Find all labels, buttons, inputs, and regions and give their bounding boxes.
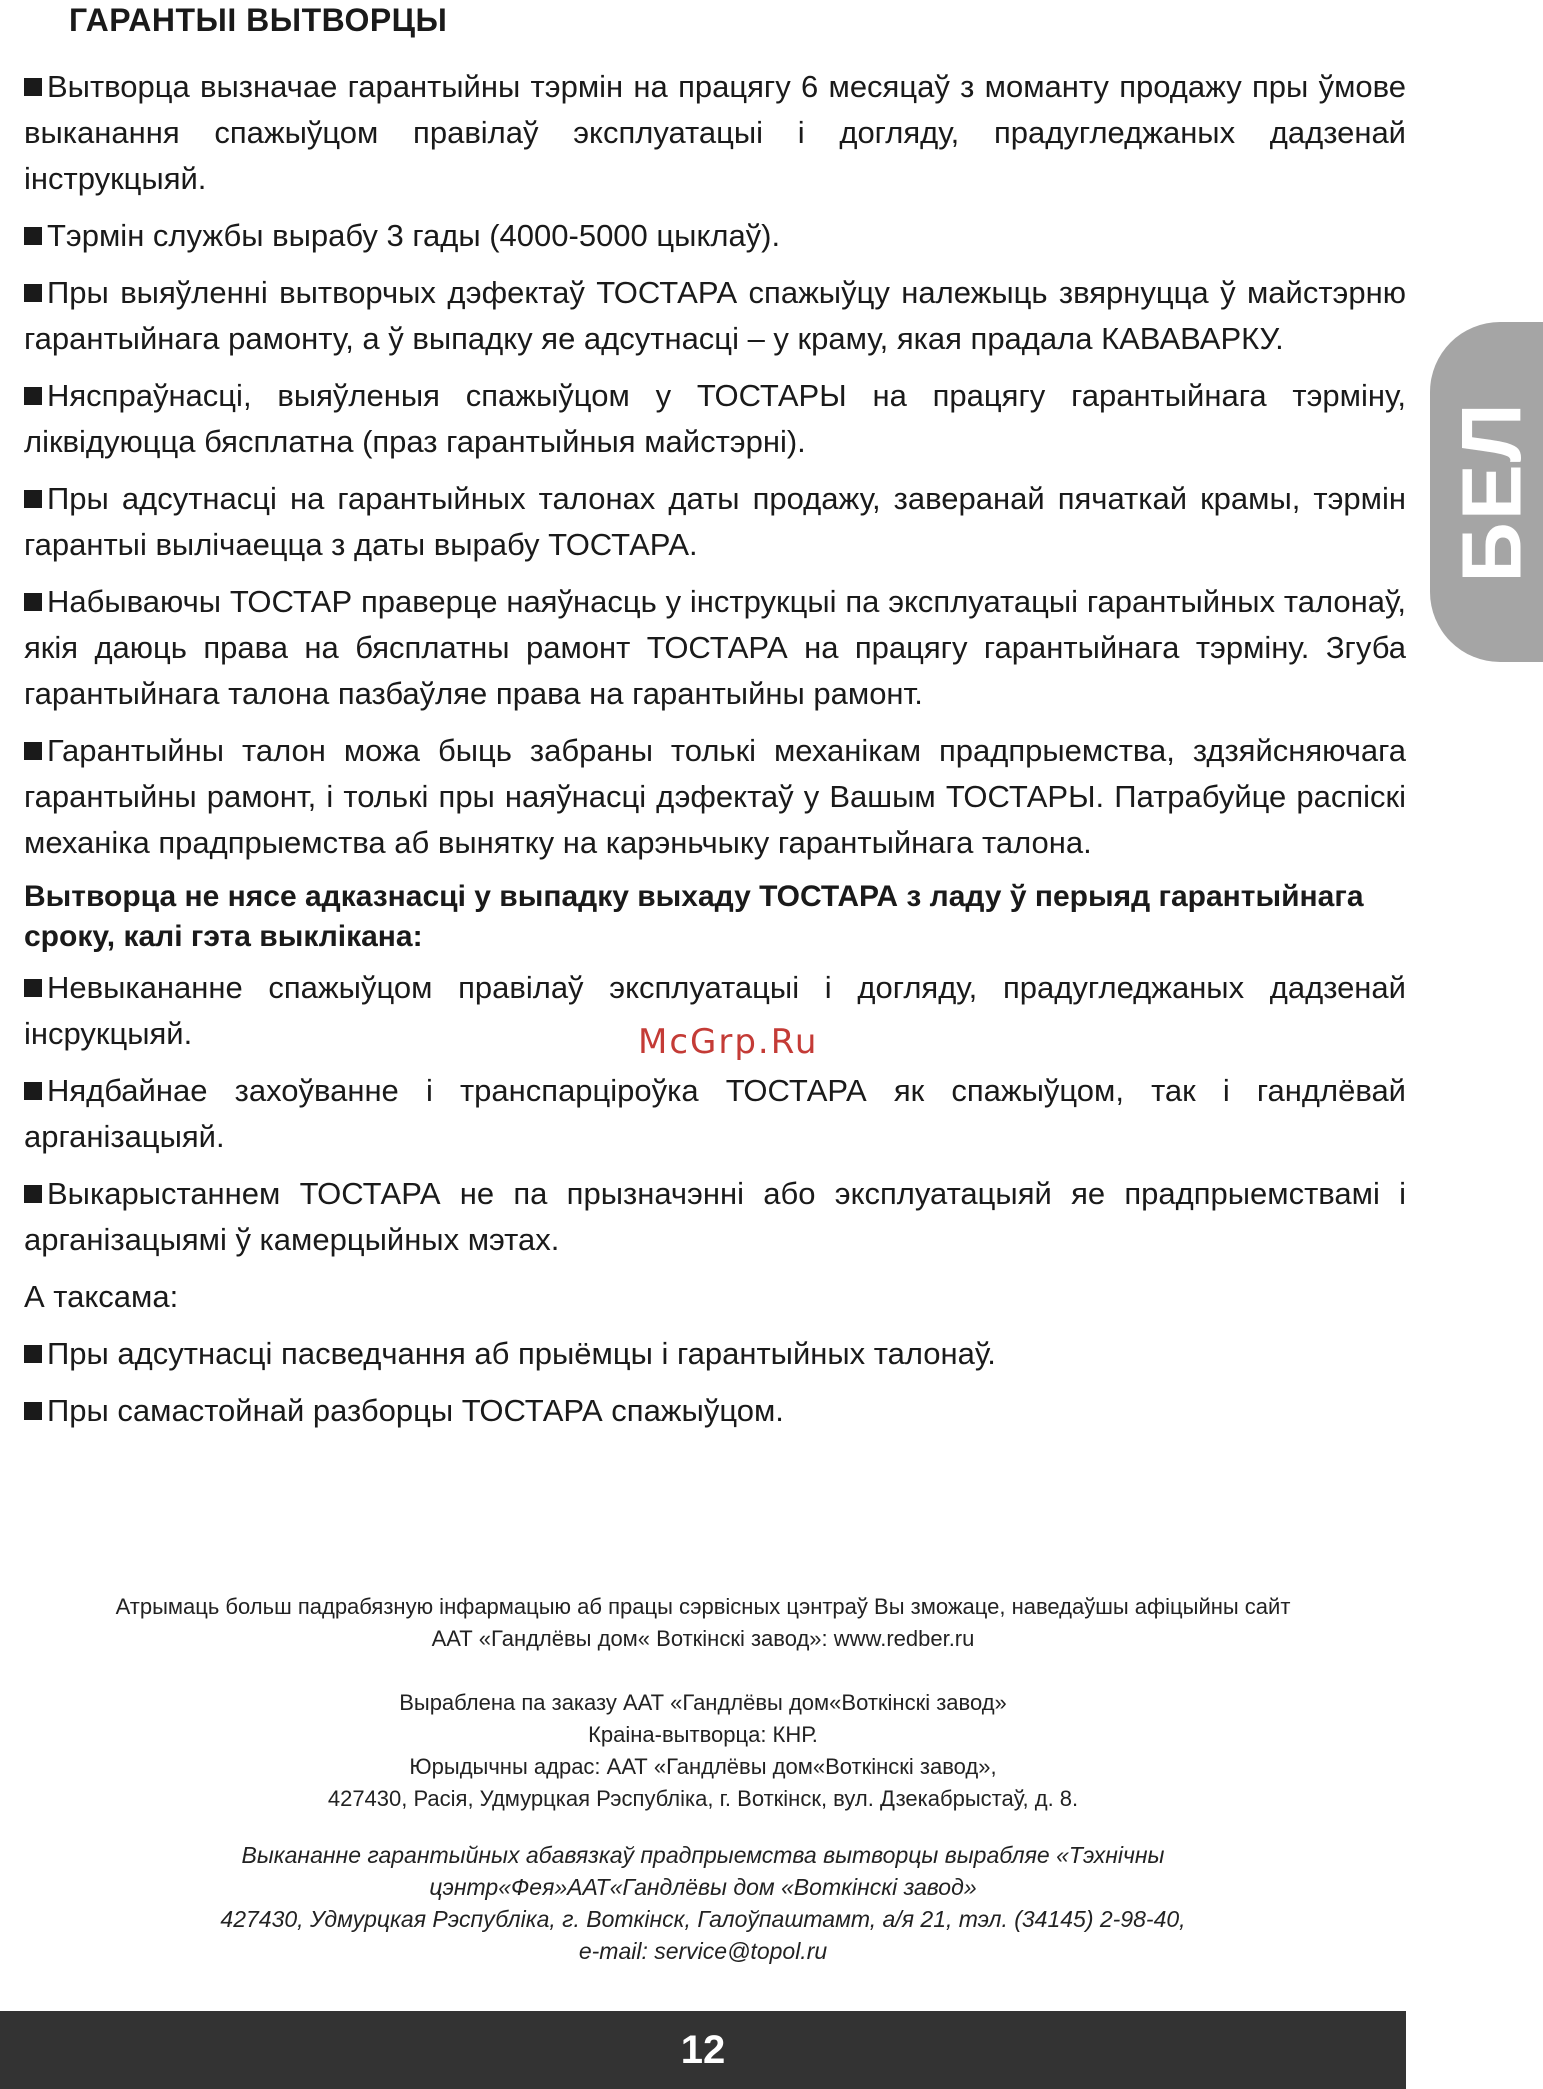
footer-manufacturer-line: Юрыдычны адрас: ААТ «Гандлёвы дом«Воткінскі завод», xyxy=(409,1754,997,1779)
condition-item: Выкарыстаннем ТОСТАРА не па прызначэнні або эксплуатацыяй яе прадпрыемствамі і арганізацыямі ў камерцыйных мэтах. xyxy=(24,1176,1406,1257)
page-heading: ГАРАНТЫІ ВЫТВОРЦЫ xyxy=(69,2,448,38)
also-item: Пры самастойнай разборцы ТОСТАРА спажыўцом. xyxy=(24,1388,1406,1434)
bullet-square-icon xyxy=(24,78,42,96)
footer-info xyxy=(0,1591,1406,1655)
footer-manufacturer xyxy=(0,1687,1406,1815)
warranty-content xyxy=(24,64,1406,1445)
liability-statement: Вытворца не нясе адказнасці у выпадку выхаду ТОСТАРА з ладу ў перыяд гарантыйнага сроку, калі гэта выклікана: xyxy=(24,880,1364,953)
bullet-square-icon xyxy=(24,979,42,997)
bullet-square-icon xyxy=(24,284,42,302)
warranty-paragraph: Гарантыйны талон можа быць забраны толькі механікам прадпрыемства, здзяйсняючага гарантыйны рамонт, і толькі пры наяўнасці дэфектаў у Вашым ТОСТАРЫ. Патрабуйце распіскі механіка прадпрыемства аб вынятку на карэньчыку гарантыйнага талона. xyxy=(24,733,1406,860)
footer-info-line: Атрымаць больш падрабязную інфармацыю аб працы сэрвісных цэнтраў Вы зможаце, наведаўшы афіцыйны сайт xyxy=(115,1594,1291,1619)
bullet-square-icon xyxy=(24,1345,42,1363)
warranty-paragraph: Набываючы ТОСТАР праверце наяўнасць у інструкцыі па эксплуатацыі гарантыйных талонаў, якія даюць права на бясплатны рамонт ТОСТАРА на працягу гарантыйнага тэрміну. Згуба гарантыйнага талона пазбаўляе права на гарантыйны рамонт. xyxy=(24,584,1406,711)
condition-item: Нядбайнае захоўванне і транспарціроўка ТОСТАРА як спажыўцом, так і гандлёвай арганізацыяй. xyxy=(24,1073,1406,1154)
warranty-paragraph: Вытворца вызначае гарантыйны тэрмін на працягу 6 месяцаў з моманту продажу пры ўмове выканання спажыўцом правілаў эксплуатацыі і догляду, прадугледжаных дадзенай інструкцыяй. xyxy=(24,69,1406,196)
page-number: 12 xyxy=(680,2028,726,2072)
bullet-square-icon xyxy=(24,1185,42,1203)
footer-manufacturer-line: 427430, Расія, Удмурцкая Рэспубліка, г. Воткінск, вул. Дзекабрыстаў, д. 8. xyxy=(327,1786,1079,1811)
language-tab-label: БЕЛ xyxy=(1444,401,1539,583)
warranty-paragraph: Пры адсутнасці на гарантыйных талонах даты продажу, заверанай пячаткай крамы, тэрмін гарантыі вылічаецца з даты вырабу ТОСТАРА. xyxy=(24,481,1406,562)
warranty-paragraph: Няспраўнасці, выяўленыя спажыўцом у ТОСТАРЫ на працягу гарантыйнага тэрміну, ліквідуюцца бясплатна (праз гарантыйныя майстэрні). xyxy=(24,378,1406,459)
footer-manufacturer-line: Выраблена па заказу ААТ «Гандлёвы дом«Воткінскі завод» xyxy=(399,1690,1007,1715)
bullet-square-icon xyxy=(24,490,42,508)
footer-info-line: ААТ «Гандлёвы дом« Воткінскі завод»: www.redber.ru xyxy=(431,1626,975,1651)
footer-service-line: Выкананне гарантыйных абавязкаў прадпрыемства вытворцы вырабляе «Тэхнічны xyxy=(241,1842,1165,1868)
condition-item: Невыкананне спажыўцом правілаў эксплуатацыі і догляду, прадугледжаных дадзенай інсрукцыяй. xyxy=(24,970,1406,1051)
bullet-square-icon xyxy=(24,1402,42,1420)
bullet-square-icon xyxy=(24,1082,42,1100)
warranty-paragraph: Тэрмін службы вырабу 3 гады (4000-5000 цыклаў). xyxy=(24,213,1406,259)
also-item: Пры адсутнасці пасведчання аб прыёмцы і гарантыйных талонаў. xyxy=(24,1331,1406,1377)
bullet-square-icon xyxy=(24,593,42,611)
bullet-square-icon xyxy=(24,227,42,245)
footer-service xyxy=(0,1839,1406,1967)
page-number-bar xyxy=(0,2011,1406,2089)
footer-manufacturer-line: Краіна-вытворца: КНР. xyxy=(588,1722,818,1747)
watermark-text: McGrp.Ru xyxy=(638,1022,819,1062)
footer-service-line: цэнтр«Фея»ААТ«Гандлёвы дом «Воткінскі завод» xyxy=(429,1874,977,1900)
also-label: А таксама: xyxy=(24,1279,179,1314)
footer-service-line: e-mail: service@topol.ru xyxy=(578,1938,828,1964)
warranty-paragraph: Пры выяўленні вытворчых дэфектаў ТОСТАРА спажыўцу належыць звярнуцца ў майстэрню гарантыйнага рамонту, а ў выпадку яе адсутнасці – у краму, якая прадала КАВАВАРКУ. xyxy=(24,275,1406,356)
footer-service-line: 427430, Удмурцкая Рэспубліка, г. Воткінск, Галоўпаштамт, а/я 21, тэл. (34145) 2-98-40, xyxy=(220,1906,1186,1932)
bullet-square-icon xyxy=(24,387,42,405)
bullet-square-icon xyxy=(24,742,42,760)
language-side-tab xyxy=(1430,322,1543,662)
